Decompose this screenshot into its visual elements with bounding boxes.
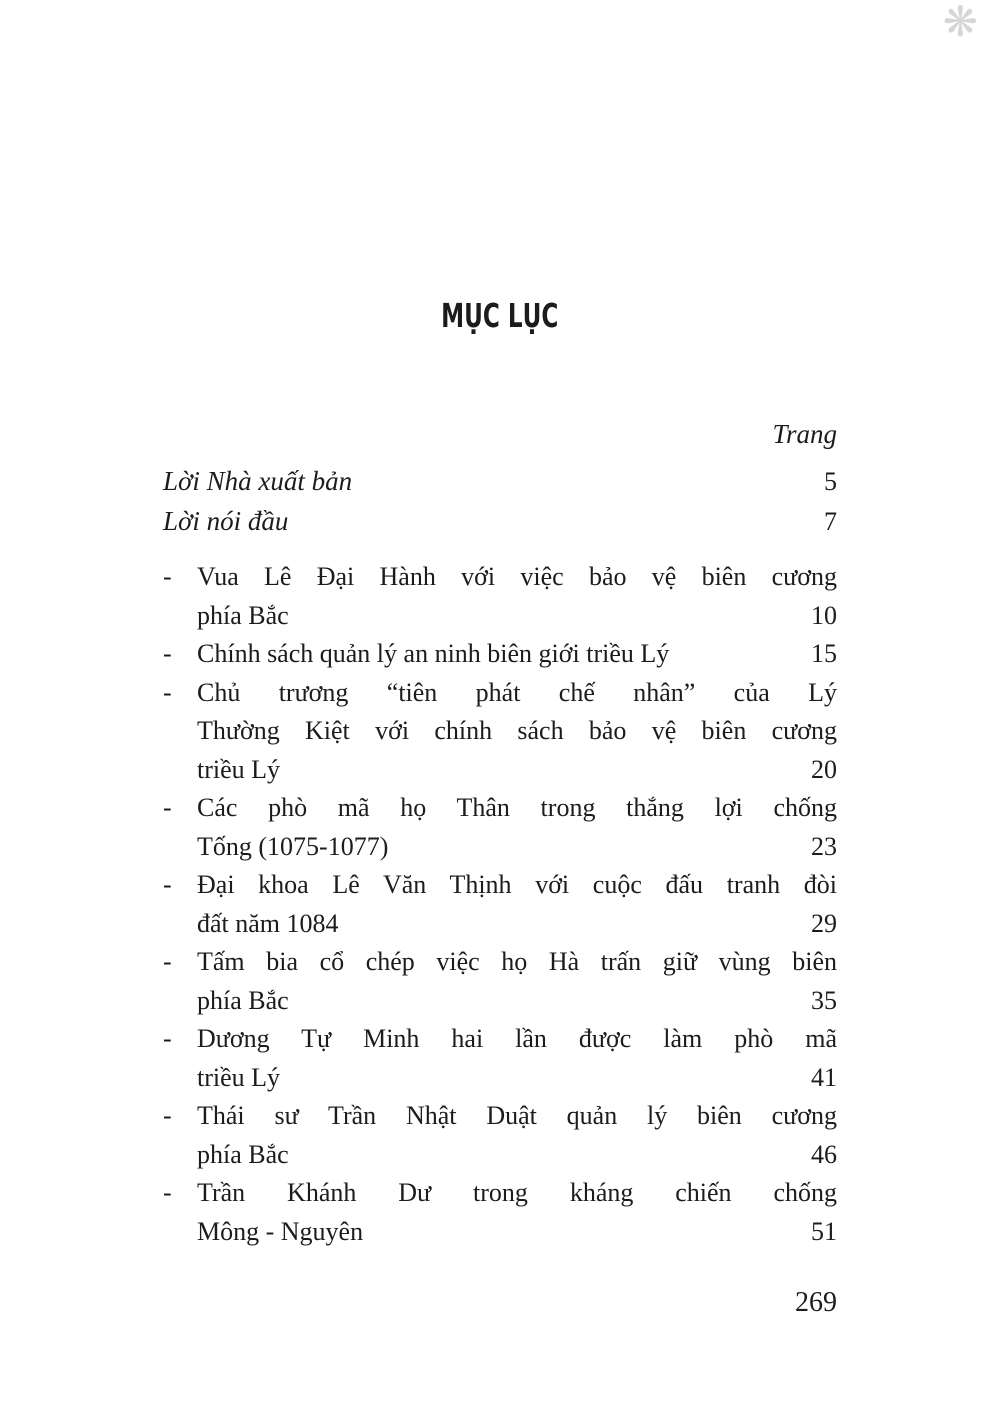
entry-line: Dương Tự Minh hai lần được làm phò mã bbox=[197, 1024, 837, 1053]
entry-marker: - bbox=[163, 562, 172, 591]
entry-marker: - bbox=[163, 793, 172, 822]
entry-last-line bbox=[197, 905, 837, 944]
flower-icon: ❋ bbox=[942, 0, 978, 46]
front-matter-page-number: 7 bbox=[824, 506, 837, 536]
entry-line: Đại khoa Lê Văn Thịnh với cuộc đấu tranh đòi bbox=[197, 870, 837, 899]
entry-page-number: 10 bbox=[811, 600, 837, 630]
entry-line-text: phía Bắc bbox=[197, 985, 289, 1015]
entry-line: Chủ trương “tiên phát chế nhân” của Lý bbox=[197, 677, 837, 707]
entry-line-text: Mông - Nguyên bbox=[197, 1216, 364, 1246]
entry-marker: - bbox=[163, 947, 172, 976]
entry-page-number: 51 bbox=[811, 1216, 837, 1246]
entry-line: Trần Khánh Dư trong kháng chiến chống bbox=[197, 1178, 837, 1207]
entry-last-line bbox=[197, 751, 837, 790]
entry-page-number: 29 bbox=[811, 908, 837, 938]
entry-page-number: 35 bbox=[811, 985, 837, 1015]
entry-line: Thái sư Trần Nhật Duật quản lý biên cương bbox=[197, 1101, 837, 1130]
entry-line: Tấm bia cổ chép việc họ Hà trấn giữ vùng biên bbox=[197, 947, 837, 976]
entry-last-line bbox=[197, 635, 837, 674]
entry-line-text: triều Lý bbox=[197, 1062, 281, 1092]
entry-line-text: Tống (1075-1077) bbox=[197, 831, 389, 861]
entry-line: Thường Kiệt với chính sách bảo vệ biên cương bbox=[197, 716, 837, 745]
entry-page-number: 41 bbox=[811, 1062, 837, 1092]
toc-content bbox=[163, 0, 837, 1415]
entry-page-number: 15 bbox=[811, 639, 837, 668]
page-column-header: Trang bbox=[772, 419, 837, 449]
entry-last-line bbox=[197, 597, 837, 636]
entry-last-line bbox=[197, 1213, 837, 1252]
entry-marker: - bbox=[163, 677, 172, 707]
entry-page-number: 23 bbox=[811, 831, 837, 861]
toc-entry bbox=[163, 1020, 837, 1097]
entry-page-number: 20 bbox=[811, 754, 837, 784]
front-matter-list bbox=[163, 462, 837, 542]
entry-line-text: phía Bắc bbox=[197, 600, 289, 630]
entry-line: Các phò mã họ Thân trong thắng lợi chống bbox=[197, 793, 837, 822]
entry-line-text: Chính sách quản lý an ninh biên giới triều Lý bbox=[197, 639, 670, 668]
toc-entry-list bbox=[163, 558, 837, 1251]
front-matter-row bbox=[163, 462, 837, 502]
entry-marker: - bbox=[163, 1024, 172, 1053]
entry-marker: - bbox=[163, 1178, 172, 1207]
entry-line: Vua Lê Đại Hành với việc bảo vệ biên cương bbox=[197, 562, 837, 591]
toc-entry bbox=[163, 1097, 837, 1174]
entry-marker: - bbox=[163, 870, 172, 899]
front-matter-label: Lời Nhà xuất bản bbox=[163, 466, 353, 496]
toc-entry bbox=[163, 789, 837, 866]
entry-last-line bbox=[197, 1059, 837, 1098]
toc-entry bbox=[163, 558, 837, 635]
front-matter-label: Lời nói đầu bbox=[163, 505, 289, 536]
entry-line-text: đất năm 1084 bbox=[197, 908, 339, 938]
entry-marker: - bbox=[163, 639, 172, 668]
page-title: MỤC LỤC bbox=[441, 296, 559, 335]
entry-page-number: 46 bbox=[811, 1139, 837, 1169]
toc-entry bbox=[163, 1174, 837, 1251]
footer-page-number: 269 bbox=[795, 1287, 837, 1318]
entry-marker: - bbox=[163, 1101, 172, 1130]
front-matter-row bbox=[163, 502, 837, 542]
toc-entry bbox=[163, 943, 837, 1020]
toc-entry bbox=[163, 635, 837, 674]
entry-line-text: triều Lý bbox=[197, 754, 281, 784]
entry-line-text: phía Bắc bbox=[197, 1139, 289, 1169]
entry-last-line bbox=[197, 1136, 837, 1175]
toc-entry bbox=[163, 866, 837, 943]
front-matter-page-number: 5 bbox=[824, 467, 837, 496]
entry-last-line bbox=[197, 982, 837, 1021]
entry-last-line bbox=[197, 828, 837, 867]
toc-entry bbox=[163, 674, 837, 790]
